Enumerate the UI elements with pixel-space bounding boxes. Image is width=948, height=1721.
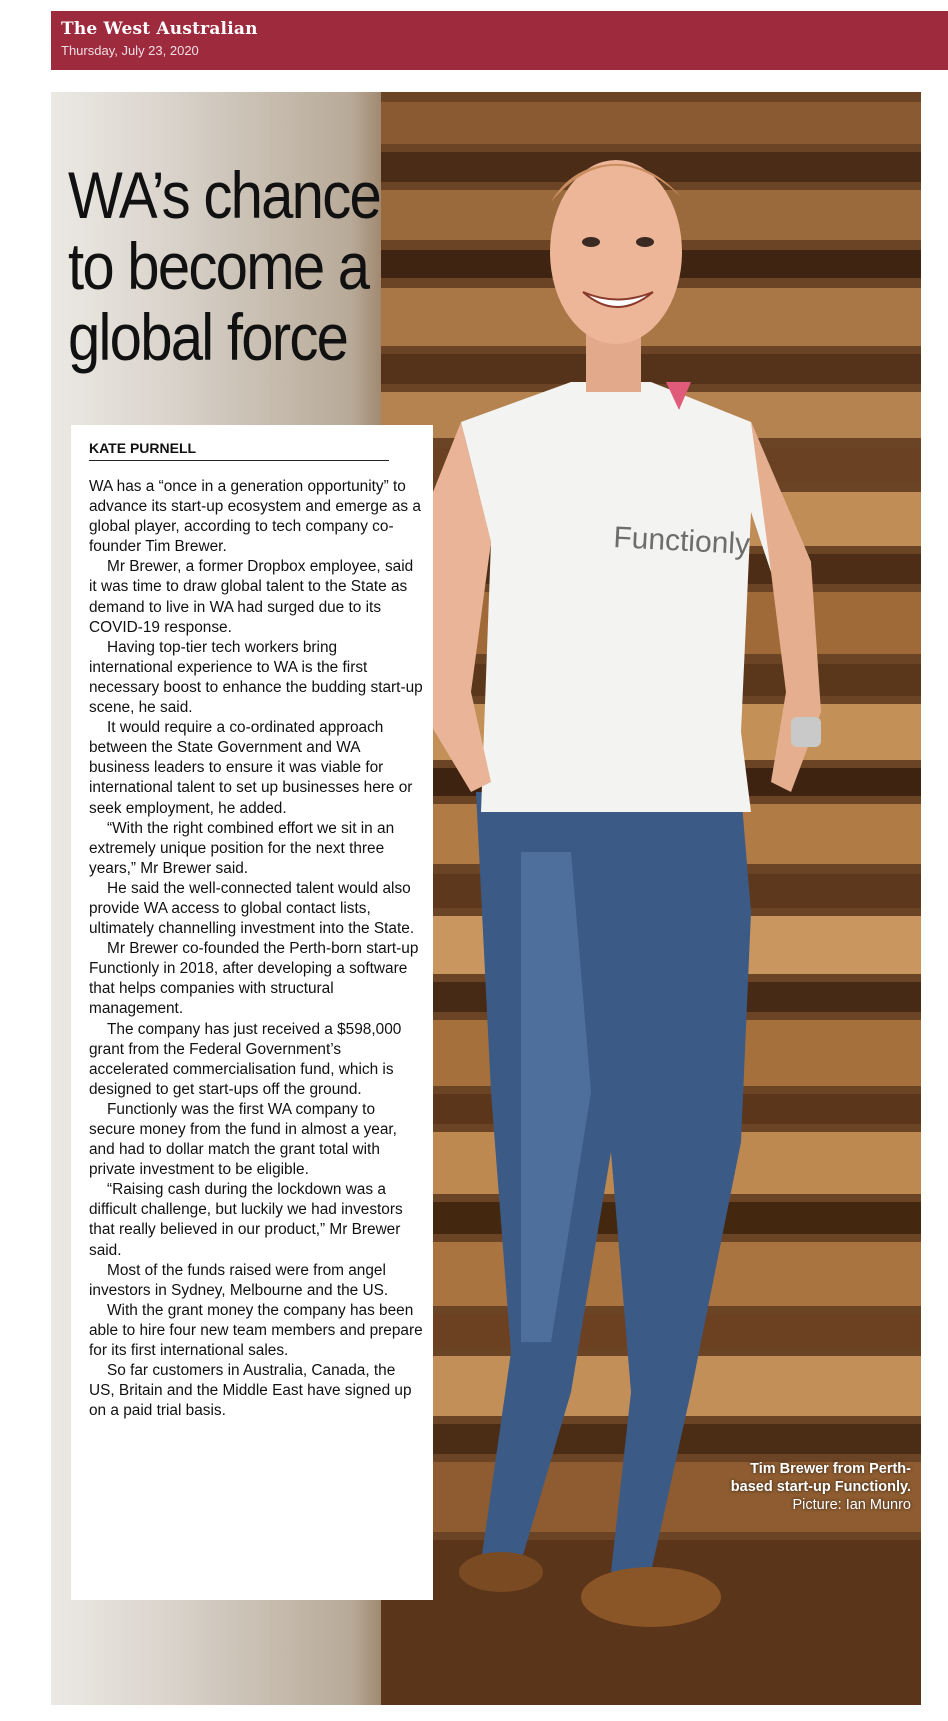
publication-date: Thursday, July 23, 2020	[61, 43, 199, 58]
paragraph: Functionly was the first WA company to secure money from the fund in almost a year, and had to dollar match the grant total with private investment to be eligible.	[89, 1100, 397, 1179]
photo-caption	[721, 1460, 911, 1514]
paragraph: WA has a “once in a generation opportunity” to advance its start-up ecosystem and emerge as a global player, according to tech company co-founder Tim Brewer.	[89, 478, 421, 556]
paragraph: “With the right combined effort we sit in an extremely unique position for the next three years,” Mr Brewer said.	[89, 819, 395, 877]
paragraph: It would require a co-ordinated approach between the State Government and WA business leaders to ensure it was viable for international talent to set up businesses here or seek employment, he added.	[89, 719, 413, 817]
byline: KATE PURNELL	[89, 440, 389, 461]
paragraph: Most of the funds raised were from angel investors in Sydney, Melbourne and the US.	[89, 1261, 389, 1299]
photo-credit: Picture: Ian Munro	[792, 1497, 911, 1513]
paragraph: He said the well-connected talent would also provide WA access to global contact lists, ultimately channelling investment into the State.	[89, 879, 415, 938]
caption-text: Tim Brewer from Perth-based start-up Functionly.	[730, 1461, 911, 1495]
paragraph: Mr Brewer co-founded the Perth-born start-up Functionly in 2018, after developing a software that helps companies with structural management.	[89, 940, 419, 1018]
article-body	[89, 477, 423, 1421]
paragraph: Mr Brewer, a former Dropbox employee, said it was time to draw global talent to the State as demand to live in WA had surged due to its COVID-19 response.	[89, 558, 414, 636]
paragraph: Having top-tier tech workers bring international experience to WA is the first necessary boost to enhance the budding start-up scene, he said.	[89, 638, 423, 717]
paragraph: The company has just received a $598,000 grant from the Federal Government’s accelerated commercialisation fund, which is designed to get start-ups off the ground.	[89, 1020, 402, 1098]
headline: WA’s chance to become a global force	[68, 158, 381, 374]
shirt-logo-text: Functionly	[612, 521, 751, 562]
paper-name: The West Australian	[61, 19, 258, 39]
paragraph: So far customers in Australia, Canada, the US, Britain and the Middle East have signed up on a paid trial basis.	[89, 1362, 412, 1420]
paragraph: With the grant money the company has been able to hire four new team members and prepare for its first international sales.	[89, 1301, 423, 1360]
article-column	[71, 425, 433, 1600]
masthead-bar	[51, 11, 948, 70]
paragraph: “Raising cash during the lockdown was a difficult challenge, but luckily we had investors that really believed in our product,” Mr Brewer said.	[89, 1181, 403, 1259]
